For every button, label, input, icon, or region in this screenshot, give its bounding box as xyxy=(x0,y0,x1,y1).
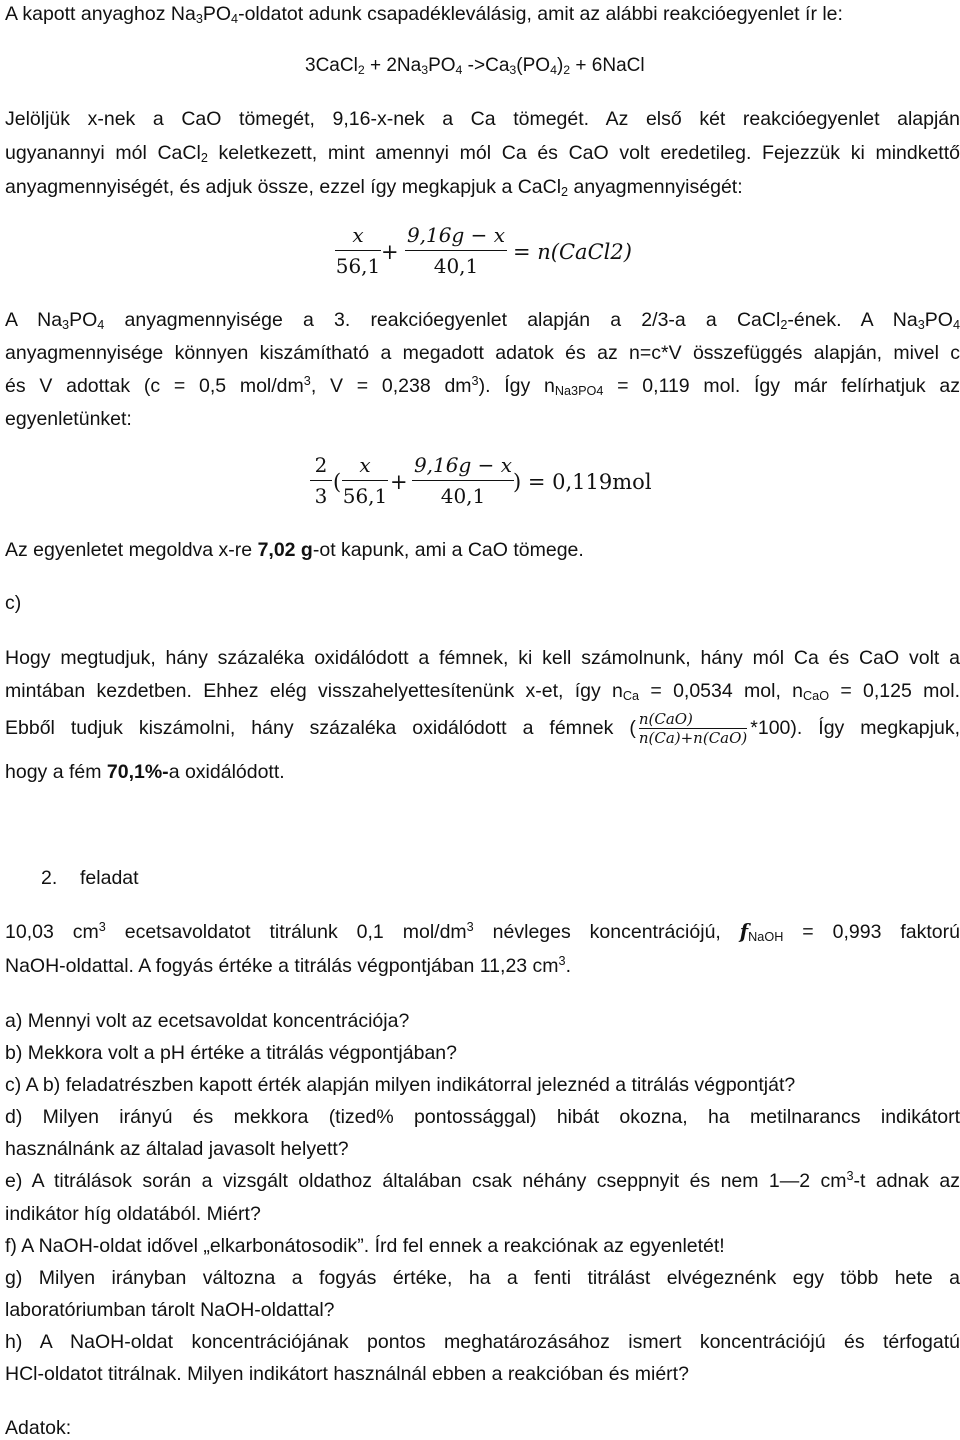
question-c: c) A b) feladatrészben kapott érték alapján milyen indikátorral jeleznéd a titrálás végpontját? xyxy=(5,1074,796,1096)
eq1-fraction-x: x 56,1 xyxy=(335,223,381,278)
section-c-label: c) xyxy=(5,592,22,614)
task-2-line-2: NaOH-oldattal. A fogyás értéke a titrálás végpontjában 11,23 $cm^3$. xyxy=(5,954,572,977)
question-d-line-2: használnánk az általad javasolt helyett? xyxy=(5,1138,349,1160)
reaction-equation: 3CaCl$_2$ + $2Na_3PO_4$ $->Ca_3(PO_4)_2$ + 6NaCl xyxy=(305,55,645,78)
question-d-line-1: d) Milyen irányú és mekkora (tized% pontossággal) hibát okozna, ha metilnarancs indikátort xyxy=(5,1106,960,1128)
paragraph-5-line-1: Hogy megtudjuk, hány százaléka oxidálódott a fémnek, ki kell számolnunk, hány mól Ca és CaO volt a xyxy=(5,647,960,669)
eq1-rhs: = n(CaCl2) xyxy=(513,240,632,264)
task-2-number: 2. xyxy=(41,867,58,889)
paragraph-2-line-2: ugyanannyi mól CaCl$_2$ keletkezett, mint amennyi mól Ca és CaO volt eredetileg. Fejezzük ki mindkettő xyxy=(5,142,960,166)
question-e-line-1: e) A titrálások során a vizsgált oldathoz általában csak néhány cseppnyit és nem 1—2 $cm^3-t$ adnak az xyxy=(5,1169,960,1192)
eq1-fraction-ca: 9,16g − x 40,1 xyxy=(406,223,506,278)
question-a: a) Mennyi volt az ecetsavoldat koncentrációja? xyxy=(5,1010,410,1032)
paragraph-2-line-3: anyagmennyiségét, és adjuk össze, ezzel így megkapjuk a CaCl$_2$ anyagmennyiségét: xyxy=(5,176,743,200)
paragraph-3-line-2: anyagmennyisége könnyen kiszámítható a megadott adatok és az n=c*V összefüggés alapján, mivel c xyxy=(5,342,960,364)
paragraph-2-line-1: Jelöljük x-nek a CaO tömegét, 9,16-x-nek a Ca tömegét. Az első két reakcióegyenlet alapján xyxy=(5,108,960,130)
question-h-line-1: h) A NaOH-oldat koncentrációjának pontos meghatározásához ismert koncentrációjú és térfogatú xyxy=(5,1331,960,1353)
paragraph-3-line-4: egyenletünket: xyxy=(5,408,132,430)
eq2-open-paren: ( xyxy=(333,470,342,494)
eq2-fraction-ca: 9,16g − x 40,1 xyxy=(413,453,513,508)
eq1-plus: + xyxy=(381,240,399,264)
eq2-fraction-x: x 56,1 xyxy=(342,453,388,508)
paragraph-3-line-1: A $Na_3PO_4$ anyagmennyisége a 3. reakcióegyenlet alapján a 2/3-a a CaCl$_2$-ének. A $Na_3PO_4$ xyxy=(5,309,960,333)
question-g-line-2: laboratóriumban tárolt NaOH-oldattal? xyxy=(5,1299,335,1321)
question-e-line-2: indikátor híg oldatából. Miért? xyxy=(5,1203,261,1225)
paragraph-5-line-2: mintában kezdetben. Ehhez elég visszahelyettesítenünk x-et, így $n_{Ca} = 0,0534$ mol, $n_{CaO} = 0,125$ mol. xyxy=(5,680,960,704)
intro-line: A kapott anyaghoz $Na_3PO_4$-oldatot adunk csapadékleválásig, amit az alábbi reakcióegyenlet ír le: xyxy=(5,3,843,27)
question-f: f) A NaOH-oldat idővel „elkarbonátosodik”. Írd fel ennek a reakciónak az egyenletét! xyxy=(5,1235,725,1257)
paragraph-5-line-3: Ebből tudjuk kiszámolni, hány százaléka oxidálódott a fémnek ( n(CaO) n(Ca)+n(CaO) *100). Így megkapjuk, xyxy=(5,710,960,748)
task-2-line-1: 10,03 $cm^3$ ecetsavoldatot titrálunk 0,1 mol/$dm^3$ névleges koncentrációjú, $f_{NaOH} = 0,993$ faktorú xyxy=(5,920,960,945)
question-g-line-1: g) Milyen irányban változna a fogyás értéke, ha a fenti titrálást elvégeznénk egy több hete a xyxy=(5,1267,960,1289)
eq2-fraction-two-thirds: 2 3 xyxy=(310,452,332,509)
task-2-title: feladat xyxy=(80,867,139,889)
eq2-plus: + xyxy=(390,470,408,494)
question-b: b) Mekkora volt a pH értéke a titrálás végpontjában? xyxy=(5,1042,457,1064)
paragraph-5-line-4: hogy a fém 70,1%-a oxidálódott. xyxy=(5,761,285,783)
data-heading: Adatok: xyxy=(5,1417,72,1439)
paragraph-3-line-3: és V adottak (c = 0,5 mol/$dm^3$, V = 0,238 $dm^3$). Így $n_{Na3PO4} = 0,119$ mol. Így már felírhatjuk az xyxy=(5,374,960,399)
percent-fraction: n(CaO) n(Ca)+n(CaO) xyxy=(638,710,748,748)
question-h-line-2: HCl-oldatot titrálnak. Milyen indikátort használnál ebben a reakcióban és miért? xyxy=(5,1363,689,1385)
eq2-rhs: ) = 0,119mol xyxy=(513,470,652,494)
paragraph-4: Az egyenletet megoldva x-re 7,02 g-ot kapunk, ami a CaO tömege. xyxy=(5,539,584,561)
